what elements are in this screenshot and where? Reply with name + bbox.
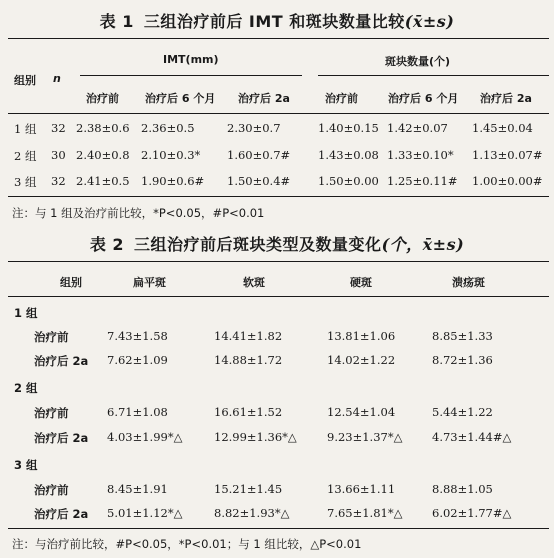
table2-note: 注：与治疗前比较，#P<0.05，*P<0.01；与 1 组比较，△P<0.01 [12, 537, 362, 551]
table2-g3r2-flat: 5.01±1.12*△ [107, 506, 183, 520]
table2-g2r2-flat: 4.03±1.99*△ [107, 430, 183, 444]
table1-sub-6m: 治疗后 6 个月 [145, 92, 216, 105]
table2-g3r1-label: 治疗前 [34, 483, 69, 497]
table2-top-rule [8, 261, 549, 262]
table1-caption-stat: (x̄±s) [404, 12, 455, 31]
table1-imt-subrule [80, 75, 302, 76]
table2-g1r1-ulcer: 8.85±1.33 [432, 329, 493, 343]
table2-g1r1-label: 治疗前 [34, 330, 69, 344]
table1-note: 注：与 1 组及治疗前比较，*P<0.05，#P<0.01 [12, 206, 265, 220]
table1-caption-title: 三组治疗前后 IMT 和斑块数量比较 [143, 12, 405, 31]
table2-header-ulcer: 溃疡斑 [452, 276, 485, 289]
table2-g1r2-flat: 7.62±1.09 [107, 353, 168, 367]
table2-g1r1-hard: 13.81±1.06 [327, 329, 396, 343]
table1-sub-2a: 治疗后 2a [238, 92, 290, 105]
table2-header-soft: 软斑 [243, 276, 265, 289]
table2-g1r2-ulcer: 8.72±1.36 [432, 353, 493, 367]
table1-row1-group: 1 组 [14, 122, 37, 136]
table2-g3r2-ulcer: 6.02±1.77#△ [432, 506, 512, 520]
table1-sub-6m-2: 治疗后 6 个月 [388, 92, 459, 105]
table2-g3r1-flat: 8.45±1.91 [107, 482, 168, 496]
table2-group3-name: 3 组 [14, 458, 38, 472]
table1-header-imt: IMT(mm) [163, 53, 219, 66]
table1-row3-imt-6m: 1.90±0.6# [141, 174, 205, 188]
table1-row2-pl-before: 1.43±0.08 [318, 148, 379, 162]
table1-row1-pl-before: 1.40±0.15 [318, 121, 379, 135]
table2-g1r2-soft: 14.88±1.72 [214, 353, 283, 367]
table2-g1r2-label: 治疗后 2a [34, 354, 89, 368]
table2-g2r1-hard: 12.54±1.04 [327, 405, 396, 419]
table2-g3r1-soft: 15.21±1.45 [214, 482, 283, 496]
table1-bottom-rule [8, 196, 549, 197]
table2-caption [0, 232, 554, 255]
table1-row3-imt-2a: 1.50±0.4# [227, 174, 291, 188]
table2-g2r1-flat: 6.71±1.08 [107, 405, 168, 419]
table2-caption-label: 表 2 [89, 235, 125, 254]
table2-group2-name: 2 组 [14, 381, 38, 395]
table1-header-plaque: 斑块数量(个) [385, 55, 451, 68]
table2-caption-stat: (个，x̄±s) [381, 235, 465, 254]
table2-group1-name: 1 组 [14, 306, 38, 320]
table1-row2-pl-2a: 1.13±0.07# [472, 148, 543, 162]
table2-g3r1-hard: 13.66±1.11 [327, 482, 396, 496]
table2-g3r1-ulcer: 8.88±1.05 [432, 482, 493, 496]
table1-row2-imt-2a: 1.60±0.7# [227, 148, 291, 162]
table1-row3-pl-before: 1.50±0.00 [318, 174, 379, 188]
table1-top-rule [8, 38, 549, 39]
table2-g2r1-soft: 16.61±1.52 [214, 405, 283, 419]
table1-row1-imt-6m: 2.36±0.5 [141, 121, 195, 135]
table2-g3r2-soft: 8.82±1.93*△ [214, 506, 290, 520]
table1-header-group: 组别 [14, 74, 36, 87]
table1-row3-pl-2a: 1.00±0.00# [472, 174, 543, 188]
table1-row1-pl-2a: 1.45±0.04 [472, 121, 533, 135]
table2-g2r2-ulcer: 4.73±1.44#△ [432, 430, 512, 444]
table2-header-flat: 扁平斑 [133, 276, 166, 289]
table2-g1r1-flat: 7.43±1.58 [107, 329, 168, 343]
table2-g2r2-label: 治疗后 2a [34, 431, 89, 445]
table2-g1r2-hard: 14.02±1.22 [327, 353, 396, 367]
table1-row2-imt-6m: 2.10±0.3* [141, 148, 201, 162]
table1-row1-pl-6m: 1.42±0.07 [387, 121, 448, 135]
table2-g2r1-ulcer: 5.44±1.22 [432, 405, 493, 419]
table1-row1-imt-before: 2.38±0.6 [76, 121, 130, 135]
table1-sub-2a-2: 治疗后 2a [480, 92, 532, 105]
table1-plaque-subrule [318, 75, 549, 76]
table2-g2r2-hard: 9.23±1.37*△ [327, 430, 403, 444]
table1-header-n: n [53, 72, 61, 85]
table2-header-rule [8, 296, 549, 297]
table2-bottom-rule [8, 528, 549, 529]
table2-g1r1-soft: 14.41±1.82 [214, 329, 283, 343]
table2-g2r1-label: 治疗前 [34, 406, 69, 420]
table1-row2-group: 2 组 [14, 149, 37, 163]
table2-g3r2-label: 治疗后 2a [34, 507, 89, 521]
table2-header-hard: 硬斑 [350, 276, 372, 289]
table1-row2-n: 30 [51, 148, 66, 162]
table1-row3-group: 3 组 [14, 175, 37, 189]
table1-row1-imt-2a: 2.30±0.7 [227, 121, 281, 135]
table2-header-group: 组别 [60, 276, 82, 289]
table2-g3r2-hard: 7.65±1.81*△ [327, 506, 403, 520]
table1-caption [0, 9, 554, 32]
table2-g2r2-soft: 12.99±1.36*△ [214, 430, 297, 444]
table1-header-rule [8, 113, 549, 114]
table1-row2-imt-before: 2.40±0.8 [76, 148, 130, 162]
table2-caption-title: 三组治疗前后斑块类型及数量变化 [134, 235, 382, 254]
table1-row1-n: 32 [51, 121, 66, 135]
table1-row3-imt-before: 2.41±0.5 [76, 174, 130, 188]
table1-row3-pl-6m: 1.25±0.11# [387, 174, 458, 188]
table1-row2-pl-6m: 1.33±0.10* [387, 148, 454, 162]
table1-sub-before-2: 治疗前 [325, 92, 358, 105]
table1-sub-before: 治疗前 [86, 92, 119, 105]
table1-row3-n: 32 [51, 174, 66, 188]
table1-caption-label: 表 1 [99, 12, 134, 31]
